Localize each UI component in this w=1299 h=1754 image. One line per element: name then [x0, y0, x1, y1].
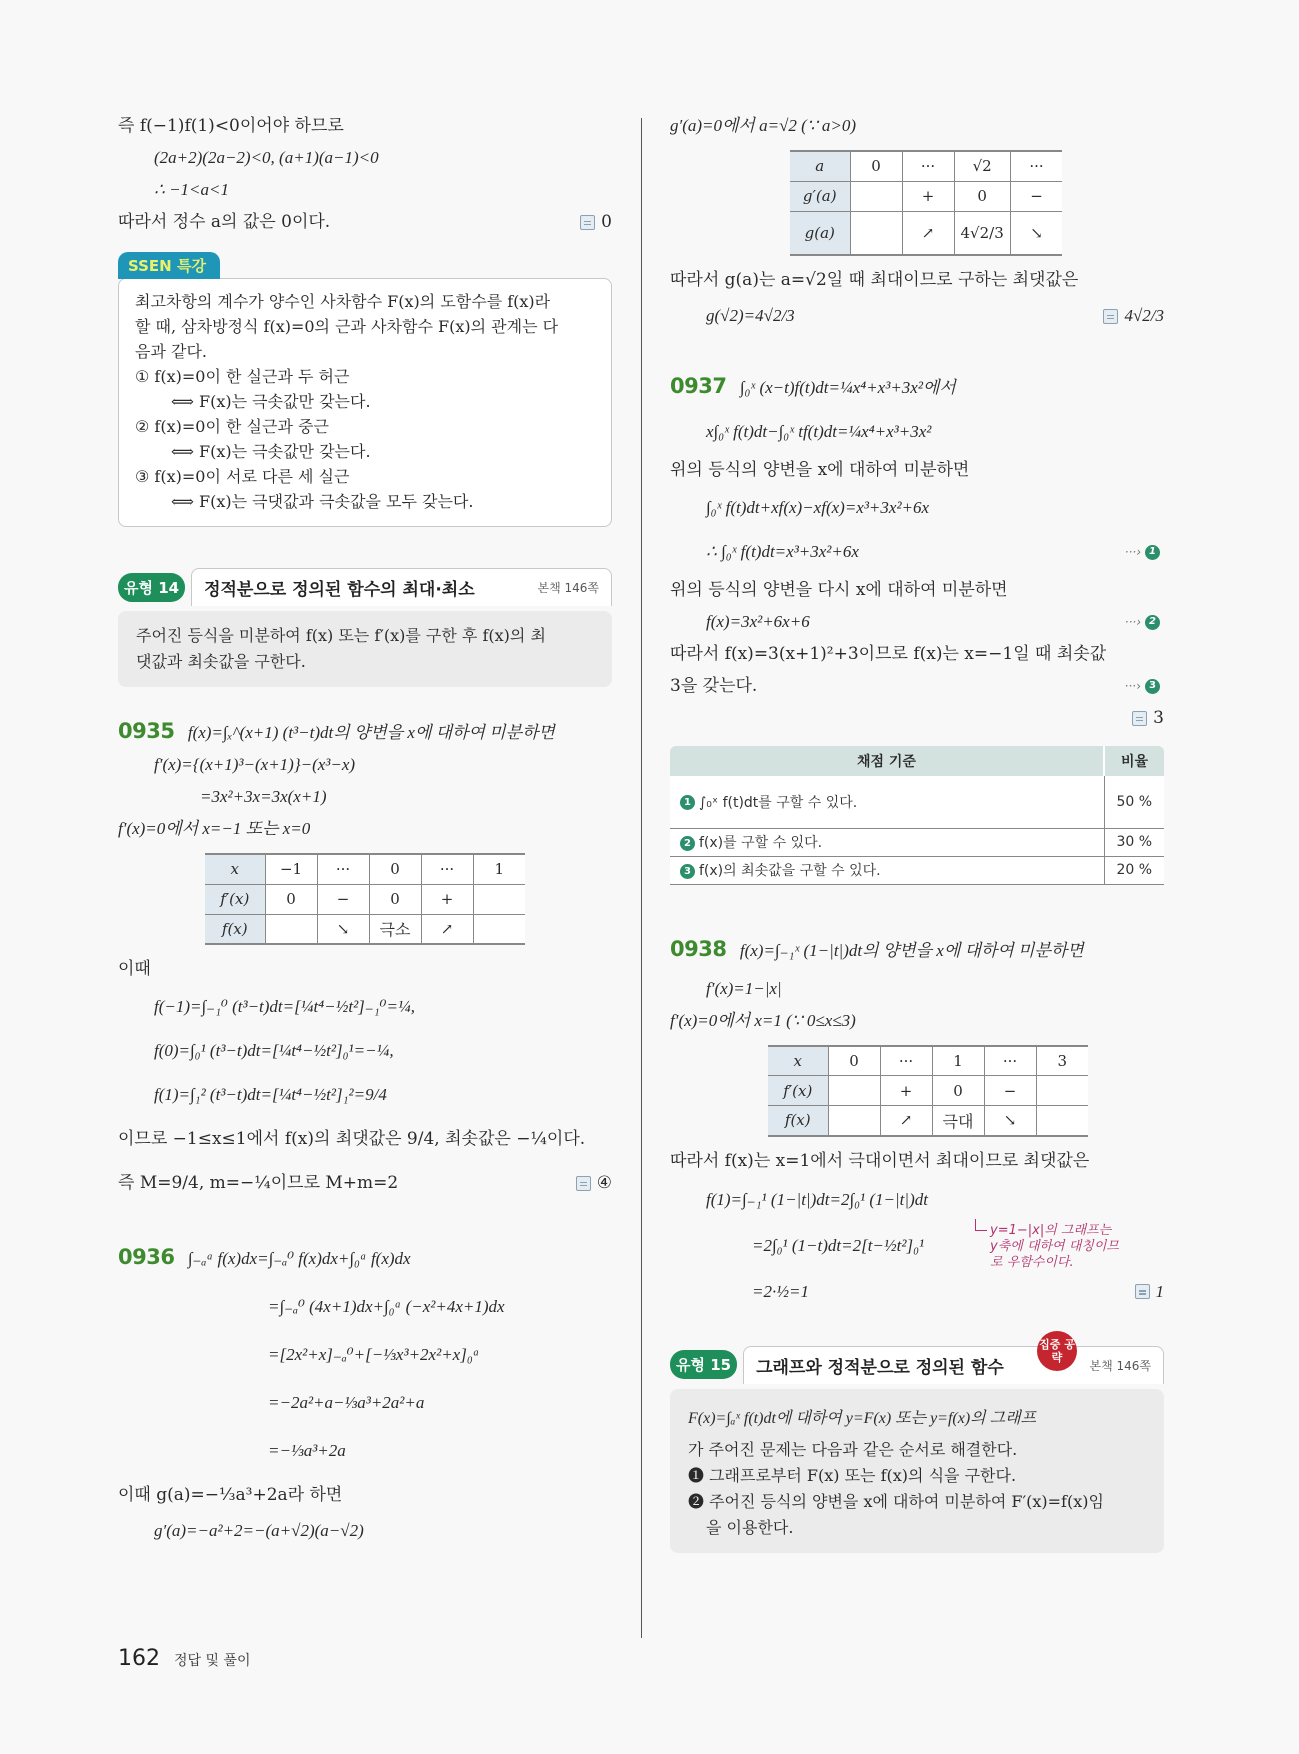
criteria-text: f(x)를 구할 수 있다. — [699, 835, 823, 851]
variation-table-0936 — [790, 150, 1062, 256]
table-cell: + — [421, 884, 473, 914]
desc-line: ❷ 주어진 등식의 양변을 x에 대하여 미분하여 F′(x)=f(x)임 — [688, 1491, 1104, 1511]
answer-mark — [1103, 296, 1164, 336]
equation: f(x)=∫₋₁ˣ (1−|t|)dt의 양변을 x에 대하여 미분하면 — [739, 940, 1084, 960]
table-cell: − — [984, 1076, 1036, 1106]
text-line: 따라서 g(a)는 a=√2일 때 최대이므로 구하는 최댓값은 — [670, 270, 1079, 290]
type-14-desc — [118, 611, 612, 687]
desc-line: 을 이용한다. — [706, 1517, 794, 1537]
page-footer — [118, 1646, 251, 1671]
table-cell: 0 — [850, 151, 902, 181]
equation-line — [670, 1223, 1164, 1269]
table-cell: 1 — [473, 854, 525, 884]
equation-line: =∫₋ₐ⁰ (4x+1)dx+∫₀ᵃ (−x²+4x+1)dx — [268, 1297, 505, 1316]
table-cell — [1036, 1076, 1088, 1106]
ssen-line: ① f(x)=0이 한 실근과 두 허근 — [135, 367, 350, 386]
table-cell: f′(x) — [205, 884, 265, 914]
table-cell: ··· — [880, 1046, 932, 1076]
table-cell: ··· — [421, 854, 473, 884]
equation-line: f′(x)=0에서 x=−1 또는 x=0 — [118, 819, 311, 838]
table-cell: f′(x) — [768, 1076, 828, 1106]
equation-line: f(0)=∫₀¹ (t³−t)dt=[¼t⁴−½t²]₀¹=−¼, — [154, 1041, 394, 1060]
column-divider — [641, 118, 642, 1638]
desc-line: ❶ 그래프로부터 F(x) 또는 f(x)의 식을 구한다. — [688, 1465, 1017, 1485]
text: 3을 갖는다. — [670, 676, 758, 696]
type-title-box — [191, 568, 612, 606]
answer-icon — [1135, 1284, 1150, 1299]
table-cell: 0 — [932, 1076, 984, 1106]
equation-line — [670, 606, 1164, 638]
answer-value: 0 — [601, 212, 612, 232]
text-line: 이때 — [118, 959, 151, 979]
table-cell: f(x) — [205, 914, 265, 944]
right-column — [670, 110, 1164, 1553]
problem-0937-head — [670, 364, 1164, 410]
left-column — [118, 110, 612, 1547]
problem-number: 0937 — [670, 374, 727, 398]
criteria-text: ∫₀ˣ f(t)dt를 구할 수 있다. — [699, 794, 858, 811]
note-bracket — [975, 1219, 987, 1231]
equation-line: =[2x²+x]₋ₐ⁰+[−⅓x³+2x²+x]₀ᵃ — [268, 1345, 480, 1364]
type-ref: 본책 146쪽 — [1089, 1358, 1151, 1373]
type-ref: 본책 146쪽 — [537, 581, 599, 595]
step-circle: 2 — [680, 836, 695, 851]
type-title-box — [743, 1337, 1164, 1384]
note-line: y=1−|x|의 그래프는 — [990, 1222, 1112, 1238]
ssen-tab: SSEN 특강 — [118, 252, 220, 279]
problem-0938-head — [670, 927, 1164, 973]
table-cell: √2 — [954, 151, 1010, 181]
table-cell: −1 — [265, 854, 317, 884]
table-cell: + — [902, 181, 954, 211]
ssen-line: 음과 같다. — [135, 342, 207, 361]
step-marker-3: ···› 3 — [1125, 670, 1164, 702]
text-line: 이므로 −1≤x≤1에서 f(x)의 최댓값은 9/4, 최솟값은 −¼이다. — [118, 1129, 586, 1149]
equation-line: g′(a)=0에서 a=√2 (∵ a>0) — [670, 116, 857, 135]
answer-value: 1 — [1155, 1281, 1164, 1301]
scoring-row — [670, 776, 1164, 828]
problem-number: 0936 — [118, 1245, 175, 1269]
note-line: y축에 대하여 대칭이므 — [990, 1238, 1119, 1254]
type-title: 그래프와 정적분으로 정의된 함수 — [756, 1357, 1004, 1378]
type-badge: 유형 14 — [118, 573, 185, 602]
type-15-desc — [670, 1389, 1164, 1553]
ratio-cell: 50 % — [1104, 776, 1164, 828]
equation-line: f′(x)=0에서 x=1 (∵ 0≤x≤3) — [670, 1010, 856, 1030]
step-circle: 1 — [680, 795, 695, 810]
table-cell: ↘ — [317, 914, 369, 944]
equation: ∫₋ₐᵃ f(x)dx=∫₋ₐ⁰ f(x)dx+∫₀ᵃ f(x)dx — [187, 1249, 411, 1268]
equation: f(x)=3x²+6x+6 — [706, 612, 810, 631]
desc-line: 주어진 등식을 미분하여 f(x) 또는 f′(x)를 구한 후 f(x)의 최 — [136, 626, 546, 645]
criteria-text: f(x)의 최솟값을 구할 수 있다. — [699, 863, 881, 879]
text-line: 따라서 f(x)=3(x+1)²+3이므로 f(x)는 x=−1일 때 최솟값 — [670, 644, 1107, 664]
ssen-line: ③ f(x)=0이 서로 다른 세 실근 — [135, 467, 350, 486]
conclusion-text: 따라서 정수 a의 값은 0이다. — [118, 212, 331, 232]
text-line — [118, 206, 612, 238]
table-cell: − — [317, 884, 369, 914]
table-cell: a — [790, 151, 850, 181]
ssen-line: ⟺ F(x)는 극댓값과 극솟값을 모두 갖는다. — [171, 492, 474, 511]
text-line — [118, 1161, 612, 1205]
focus-badge: 집중 공략 — [1037, 1331, 1077, 1371]
variation-table-0935 — [205, 853, 525, 945]
table-cell — [850, 181, 902, 211]
page-label: 정답 및 풀이 — [174, 1653, 251, 1669]
answer-mark — [576, 1161, 612, 1205]
problem-0935-head — [118, 715, 612, 749]
equation-line: f′(x)={(x+1)³−(x+1)}−(x³−x) — [154, 755, 356, 774]
desc-line: F(x)=∫ₐˣ f(t)dt에 대하여 y=F(x) 또는 y=f(x)의 그래프 — [688, 1409, 1036, 1427]
table-cell: ↗ — [902, 211, 954, 255]
equation: =2∫₀¹ (1−t)dt=2[t−½t²]₀¹ — [752, 1235, 925, 1255]
table-cell: 0 — [828, 1046, 880, 1076]
step-marker-2: ···› 2 — [1125, 606, 1164, 638]
table-cell — [828, 1106, 880, 1136]
equation: =2·½=1 — [752, 1281, 809, 1301]
equation-line — [670, 1269, 1164, 1315]
table-cell: 0 — [954, 181, 1010, 211]
equation: ∴ ∫₀ˣ f(t)dt=x³+3x²+6x — [706, 542, 859, 561]
table-cell: g(a) — [790, 211, 850, 255]
ssen-line: 할 때, 삼차방정식 f(x)=0의 근과 사차함수 F(x)의 관계는 다 — [135, 317, 559, 336]
equation-line: f(1)=∫₁² (t³−t)dt=[¼t⁴−½t²]₁²=9/4 — [154, 1085, 387, 1104]
ratio-cell: 30 % — [1104, 828, 1164, 856]
equation-line: ∴ −1<a<1 — [154, 180, 229, 199]
table-cell: 0 — [265, 884, 317, 914]
table-cell — [265, 914, 317, 944]
text-line: 위의 등식의 양변을 다시 x에 대하여 미분하면 — [670, 580, 1008, 600]
answer-mark — [580, 206, 612, 238]
table-cell: 0 — [369, 854, 421, 884]
scoring-row — [670, 828, 1164, 856]
answer-line — [670, 702, 1164, 734]
ratio-cell: 20 % — [1104, 856, 1164, 884]
equation-line: =3x²+3x=3x(x+1) — [200, 787, 327, 806]
table-cell — [828, 1076, 880, 1106]
table-cell: g′(a) — [790, 181, 850, 211]
table-cell: ··· — [317, 854, 369, 884]
table-cell — [850, 211, 902, 255]
equation-line: f(−1)=∫₋₁⁰ (t³−t)dt=[¼t⁴−½t²]₋₁⁰=¼, — [154, 997, 415, 1016]
scoring-header-criteria: 채점 기준 — [670, 746, 1104, 776]
equation-line: f′(x)=1−|x| — [706, 978, 782, 998]
equation-line: =−2a²+a−⅓a³+2a²+a — [268, 1393, 425, 1412]
text-line: 위의 등식의 양변을 x에 대하여 미분하면 — [670, 460, 970, 480]
type-badge: 유형 15 — [670, 1350, 737, 1379]
table-cell: ··· — [902, 151, 954, 181]
table-cell: 1 — [932, 1046, 984, 1076]
type-14-header — [118, 567, 612, 607]
table-cell: 4√2/3 — [954, 211, 1010, 255]
step-circle: 3 — [680, 864, 695, 879]
ssen-line: 최고차항의 계수가 양수인 사차함수 F(x)의 도함수를 f(x)라 — [135, 292, 551, 311]
type-15-header — [670, 1337, 1164, 1385]
result-equation: g(√2)=4√2/3 — [706, 306, 795, 325]
equation-line: ∫₀ˣ f(t)dt+xf(x)−xf(x)=x³+3x²+6x — [706, 498, 930, 517]
equation: f(x)=∫ₓ^(x+1) (t³−t)dt의 양변을 x에 대하여 미분하면 — [187, 723, 555, 742]
table-cell — [473, 884, 525, 914]
table-cell: + — [880, 1076, 932, 1106]
equation-line: f(1)=∫₋₁¹ (1−|t|)dt=2∫₀¹ (1−|t|)dt — [706, 1189, 928, 1209]
table-cell — [473, 914, 525, 944]
answer-value: ④ — [596, 1173, 612, 1193]
table-cell: ↗ — [421, 914, 473, 944]
problem-0936-head — [118, 1233, 612, 1283]
equation-line: =−⅓a³+2a — [268, 1441, 346, 1460]
step-circle: 1 — [1145, 545, 1160, 560]
side-note — [990, 1223, 1119, 1271]
step-circle: 3 — [1145, 679, 1160, 694]
answer-mark — [1132, 702, 1164, 734]
table-cell: x — [205, 854, 265, 884]
conclusion-text: 즉 M=9/4, m=−¼이므로 M+m=2 — [118, 1173, 399, 1193]
answer-icon — [576, 1176, 591, 1191]
answer-icon — [580, 215, 595, 230]
table-cell: ↘ — [1010, 211, 1062, 255]
scoring-row — [670, 856, 1164, 884]
table-cell: x — [768, 1046, 828, 1076]
table-cell: f(x) — [768, 1106, 828, 1136]
answer-value: 4√2/3 — [1124, 306, 1164, 325]
variation-table-0938 — [768, 1045, 1088, 1137]
text-line: 이때 g(a)=−⅓a³+2a라 하면 — [118, 1485, 343, 1505]
step-marker-1: ···› 1 — [1125, 530, 1164, 574]
equation-line: (2a+2)(2a−2)<0, (a+1)(a−1)<0 — [154, 148, 379, 167]
scoring-table — [670, 746, 1164, 885]
type-title: 정적분으로 정의된 함수의 최대·최소 — [204, 580, 475, 600]
equation-line: g′(a)=−a²+2=−(a+√2)(a−√2) — [154, 1521, 364, 1540]
table-cell: ··· — [1010, 151, 1062, 181]
table-cell: ↗ — [880, 1106, 932, 1136]
problem-number: 0935 — [118, 719, 175, 743]
page-number: 162 — [118, 1646, 160, 1671]
ssen-line: ⟺ F(x)는 극솟값만 갖는다. — [171, 392, 371, 411]
equation-line: x∫₀ˣ f(t)dt−∫₀ˣ tf(t)dt=¼x⁴+x³+3x² — [706, 422, 932, 441]
table-cell: 0 — [369, 884, 421, 914]
ssen-box — [118, 278, 612, 527]
answer-icon — [1132, 711, 1147, 726]
table-cell: 극대 — [932, 1106, 984, 1136]
desc-line: 가 주어진 문제는 다음과 같은 순서로 해결한다. — [688, 1439, 1018, 1459]
table-cell — [1036, 1106, 1088, 1136]
problem-number: 0938 — [670, 936, 727, 961]
table-cell: 극소 — [369, 914, 421, 944]
table-cell: − — [1010, 181, 1062, 211]
step-circle: 2 — [1145, 615, 1160, 630]
text-line — [670, 670, 1164, 702]
table-cell: ↘ — [984, 1106, 1036, 1136]
note-line: 로 우함수이다. — [990, 1254, 1074, 1270]
table-cell: ··· — [984, 1046, 1036, 1076]
equation-line — [670, 530, 1164, 574]
text-line: 따라서 f(x)는 x=1에서 극대이면서 최대이므로 최댓값은 — [670, 1150, 1090, 1171]
answer-icon — [1103, 309, 1118, 324]
answer-mark — [1135, 1269, 1165, 1315]
table-cell: 3 — [1036, 1046, 1088, 1076]
desc-line: 댓값과 최솟값을 구한다. — [136, 652, 306, 671]
answer-value: 3 — [1153, 708, 1164, 728]
text-line: 즉 f(−1)f(1)<0이어야 하므로 — [118, 116, 344, 136]
equation-line — [670, 296, 1164, 336]
ssen-line: ⟺ F(x)는 극솟값만 갖는다. — [171, 442, 371, 461]
scoring-header-ratio: 비율 — [1104, 746, 1164, 776]
equation: ∫₀ˣ (x−t)f(t)dt=¼x⁴+x³+3x²에서 — [739, 378, 956, 397]
ssen-line: ② f(x)=0이 한 실근과 중근 — [135, 417, 329, 436]
